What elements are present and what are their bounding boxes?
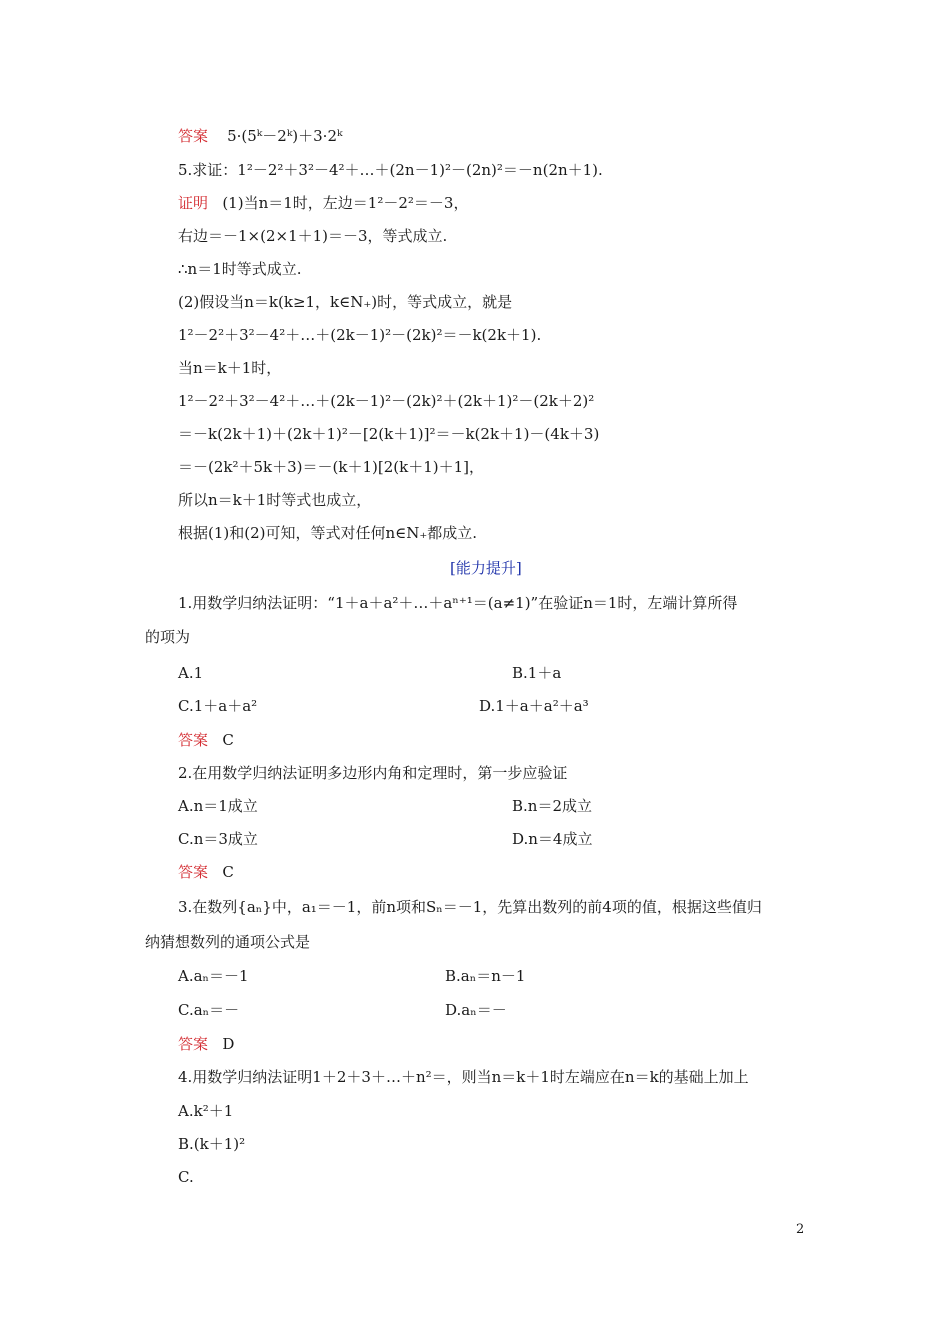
proof-line-9: ＝－(2k²＋5k＋3)＝－(k＋1)[2(k＋1)＋1]，	[178, 458, 484, 476]
proof-line-10: 所以n＝k＋1时等式也成立，	[178, 491, 372, 509]
q1-option-d: D.1＋a＋a²＋a³	[479, 697, 589, 715]
question-2: 2.在用数学归纳法证明多边形内角和定理时，第一步应验证	[178, 764, 568, 782]
q3-option-d: D.aₙ＝－	[445, 1001, 507, 1019]
proof-line-7: 1²－2²＋3²－4²＋…＋(2k－1)²－(2k)²＋(2k＋1)²－(2k＋2)²	[178, 392, 595, 410]
answer-line	[178, 126, 342, 146]
q1-option-c: C.1＋a＋a²	[178, 697, 258, 715]
proof-line-2: 右边＝－1×(2×1＋1)＝－3，等式成立.	[178, 227, 448, 245]
q1-option-b: B.1＋a	[512, 664, 562, 682]
answer-text: C	[222, 863, 234, 881]
q3-option-a: A.aₙ＝－1	[178, 967, 249, 985]
proof-line-6: 当n＝k＋1时，	[178, 359, 282, 377]
proof-tag: 证明	[178, 194, 209, 212]
answer-tag: 答案	[178, 127, 209, 145]
q3-answer	[178, 1034, 234, 1054]
problem-5: 5.求证：1²－2²＋3²－4²＋…＋(2n－1)²－(2n)²＝－n(2n＋1).	[178, 161, 603, 179]
answer-text: 5·(5ᵏ－2ᵏ)＋3·2ᵏ	[227, 127, 343, 145]
question-1-line-2: 的项为	[145, 628, 191, 646]
question-1-line-1: 1.用数学归纳法证明：“1＋a＋a²＋…＋aⁿ⁺¹＝(a≠1)”在验证n＝1时，左端计算所得	[178, 594, 738, 612]
q4-option-a: A.k²＋1	[178, 1102, 234, 1120]
q2-option-b: B.n＝2成立	[512, 797, 592, 815]
q2-option-a: A.n＝1成立	[178, 797, 258, 815]
page-number: 2	[796, 1222, 805, 1237]
q1-option-a: A.1	[178, 664, 204, 682]
q2-answer	[178, 862, 234, 882]
question-3-line-2: 纳猜想数列的通项公式是	[145, 933, 311, 951]
answer-tag: 答案	[178, 731, 209, 749]
proof-line-5: 1²－2²＋3²－4²＋…＋(2k－1)²－(2k)²＝－k(2k＋1).	[178, 326, 542, 344]
q2-option-d: D.n＝4成立	[512, 830, 593, 848]
proof-line-1	[178, 193, 468, 213]
q4-option-b: B.(k＋1)²	[178, 1135, 246, 1153]
q2-option-c: C.n＝3成立	[178, 830, 258, 848]
proof-line-8: ＝－k(2k＋1)＋(2k＋1)²－[2(k＋1)]²＝－k(2k＋1)－(4k＋3)	[178, 425, 600, 443]
question-3-line-1: 3.在数列{aₙ}中，a₁＝－1，前n项和Sₙ＝－1，先算出数列的前4项的值，根据这些值归	[178, 898, 762, 916]
answer-tag: 答案	[178, 863, 209, 881]
proof-text: (1)当n＝1时，左边＝1²－2²＝－3，	[222, 194, 469, 212]
q3-option-c: C.aₙ＝－	[178, 1001, 240, 1019]
question-4: 4.用数学归纳法证明1＋2＋3＋…＋n²＝，则当n＝k＋1时左端应在n＝k的基础上加上	[178, 1068, 749, 1086]
q1-answer	[178, 730, 234, 750]
answer-text: C	[222, 731, 234, 749]
proof-line-4: (2)假设当n＝k(k≥1，k∈N₊)时，等式成立，就是	[178, 293, 513, 311]
proof-line-3: ∴n＝1时等式成立.	[178, 260, 302, 278]
answer-text: D	[222, 1035, 235, 1053]
section-heading: [能力提升]	[450, 559, 522, 577]
q4-option-c: C.	[178, 1168, 194, 1186]
answer-tag: 答案	[178, 1035, 209, 1053]
proof-line-11: 根据(1)和(2)可知，等式对任何n∈N₊都成立.	[178, 524, 478, 542]
q3-option-b: B.aₙ＝n－1	[445, 967, 526, 985]
